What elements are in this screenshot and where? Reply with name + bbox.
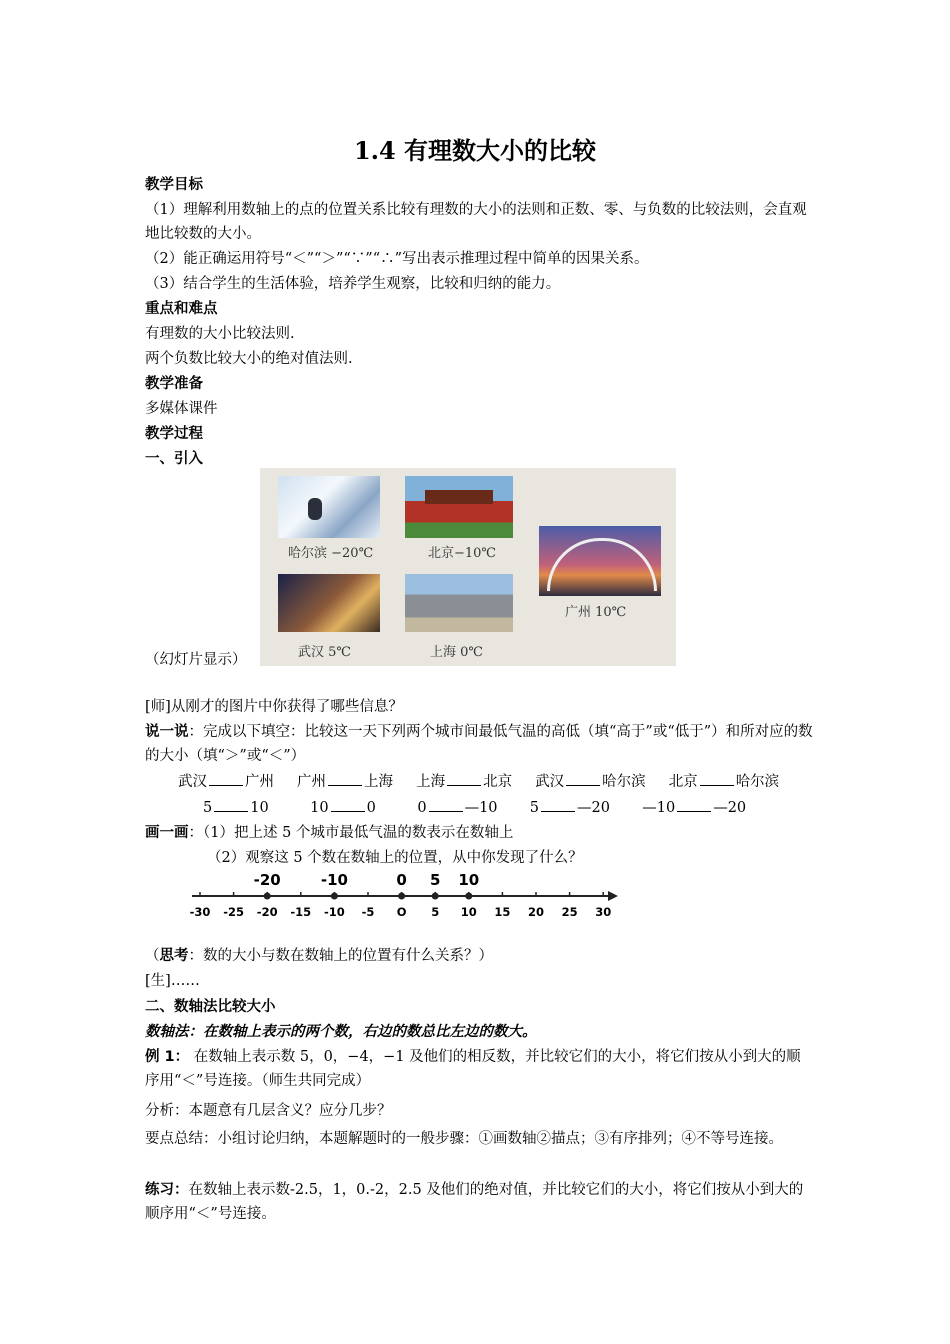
speak-paragraph	[145, 720, 815, 768]
objective-1: （1）理解利用数轴上的点的位置关系比较有理数的大小的法则和正数、零、与负数的比较法则，会直观地比较数的大小。	[145, 202, 807, 242]
blank[interactable]	[700, 771, 734, 786]
example1	[145, 1045, 815, 1093]
objective-3: （3）结合学生的生活体验，培养学生观察，比较和归纳的能力。	[145, 276, 561, 292]
axis-method	[145, 1020, 537, 1044]
pair-a: 武汉	[535, 774, 565, 790]
pair-b: 哈尔滨	[602, 774, 646, 790]
num-b: —20	[577, 800, 610, 816]
tick-label: O	[396, 905, 407, 919]
blank[interactable]	[328, 771, 362, 786]
tick-label: 15	[494, 905, 511, 919]
tick-label: -10	[324, 905, 345, 919]
caption-guangzhou: 广州 10℃	[565, 605, 627, 620]
objectives-heading: 教学目标	[145, 177, 203, 193]
marked-label: 5	[429, 871, 441, 889]
num-b: 0	[366, 800, 376, 816]
tick-label: -20	[256, 905, 278, 919]
shanghai-photo	[405, 574, 513, 632]
num-a: 5	[529, 800, 540, 816]
keypoints-heading: 重点和难点	[145, 301, 218, 317]
pair-a: 武汉	[178, 774, 207, 790]
draw-label: 画一画	[145, 825, 189, 841]
slide-label: （幻灯片显示）	[145, 652, 247, 668]
pair-b: 上海	[364, 774, 394, 790]
think-text: ：数的大小与数在数轴上的位置有什么关系？）	[188, 948, 493, 964]
tick-label: -5	[361, 905, 375, 919]
tick-label: -25	[223, 905, 244, 919]
marked-point	[398, 893, 405, 900]
practice	[145, 1178, 815, 1226]
marked-label: -10	[320, 871, 348, 889]
num-a: 5	[203, 800, 213, 816]
blank[interactable]	[566, 771, 600, 786]
blank[interactable]	[541, 797, 575, 812]
draw-text-1: ：（1）把上述 5 个城市最低气温的数表示在数轴上	[188, 825, 514, 841]
caption-shanghai: 上海 0℃	[430, 645, 483, 660]
pair-b: 哈尔滨	[735, 774, 780, 790]
think-open: （	[145, 948, 160, 964]
blank[interactable]	[429, 797, 463, 812]
blank[interactable]	[209, 771, 243, 786]
num-a: 0	[417, 800, 427, 816]
tick-label: -30	[189, 905, 211, 919]
num-a: —10	[642, 800, 676, 816]
wuhan-photo	[278, 574, 380, 632]
num-b: —20	[713, 800, 747, 816]
blank[interactable]	[331, 797, 365, 812]
number-compare-row	[203, 796, 746, 820]
caption-wuhan: 武汉 5℃	[298, 645, 351, 660]
think-label: 思考	[159, 948, 189, 964]
num-b: —10	[464, 800, 498, 816]
process-heading: 教学过程	[145, 426, 203, 442]
blank[interactable]	[447, 771, 481, 786]
pair-a: 上海	[416, 774, 446, 790]
caption-beijing: 北京−10℃	[428, 546, 496, 561]
marked-label: 0	[396, 871, 407, 889]
speak-text: ：完成以下填空：比较这一天下列两个城市间最低气温的高低（填“高于”或“低于”）和所对应的数的大小（填“＞”或“＜”）	[145, 724, 813, 764]
blank[interactable]	[677, 797, 711, 812]
pair-b: 北京	[483, 774, 513, 790]
intro-heading: 一、引入	[145, 451, 203, 467]
tick-label: 10	[460, 905, 477, 919]
num-a: 10	[310, 800, 329, 816]
axis-method-label: 数轴法：	[145, 1023, 203, 1040]
teacher-question: [师]从刚才的图片中你获得了哪些信息？	[145, 699, 403, 715]
pair-a: 广州	[297, 774, 327, 790]
practice-label: 练习：	[145, 1182, 189, 1198]
tick-label: 25	[561, 905, 578, 919]
axis-arrow	[608, 891, 618, 901]
pair-b: 广州	[245, 774, 274, 790]
pair-a: 北京	[668, 774, 698, 790]
number-line	[188, 870, 618, 922]
marked-point	[264, 893, 271, 900]
objective-2: （2）能正确运用符号“＜”“＞”“∵”“∴”写出表示推理过程中简单的因果关系。	[145, 251, 649, 267]
city-compare-row	[178, 770, 779, 794]
draw-line-2: （2）观察这 5 个数在数轴上的位置，从中你发现了什么？	[207, 850, 583, 866]
practice-text: 在数轴上表示数-2.5，1，0.-2，2.5 及他们的绝对值，并比较它们的大小，将它们按从小到大的顺序用“＜”号连接。	[145, 1182, 804, 1222]
example1-label: 例 1：	[145, 1049, 190, 1065]
section2-heading: 二、数轴法比较大小	[145, 999, 276, 1015]
caption-harbin: 哈尔滨 −20℃	[288, 546, 374, 561]
draw-line-1	[145, 821, 513, 845]
summary: 要点总结：小组讨论归纳，本题解题时的一般步骤：①画数轴②描点；③有序排列；④不等号连接。	[145, 1131, 783, 1147]
think-line	[145, 944, 493, 968]
keypoint-1: 有理数的大小比较法则.	[145, 326, 295, 342]
marked-label: 10	[458, 871, 480, 889]
tick-label: 30	[595, 905, 612, 919]
analysis: 分析：本题意有几层含义？应分几步？	[145, 1103, 392, 1119]
marked-label: -20	[253, 871, 281, 889]
axis-method-text: 在数轴上表示的两个数，右边的数总比左边的数大。	[203, 1023, 537, 1040]
beijing-photo	[405, 476, 513, 538]
num-b: 10	[250, 800, 269, 816]
marked-point	[331, 893, 338, 900]
student-line: [生]……	[145, 973, 200, 989]
harbin-photo	[278, 476, 380, 538]
speak-label: 说一说	[145, 724, 189, 740]
slide-image	[260, 468, 676, 666]
tick-label: 20	[527, 905, 545, 919]
example1-text: 在数轴上表示数 5，0，−4，−1 及他们的相反数，并比较它们的大小，将它们按从小到大的顺序用“＜”号连接。（师生共同完成）	[145, 1049, 801, 1089]
tick-label: 5	[431, 905, 440, 919]
marked-point	[432, 893, 439, 900]
prep-text: 多媒体课件	[145, 401, 218, 417]
blank[interactable]	[214, 797, 248, 812]
keypoint-2: 两个负数比较大小的绝对值法则.	[145, 351, 353, 367]
tick-label: -15	[290, 905, 312, 919]
page-title: 1.4 有理数大小的比较	[353, 136, 597, 165]
prep-heading: 教学准备	[145, 376, 203, 392]
guangzhou-photo	[539, 526, 661, 596]
marked-point	[465, 893, 472, 900]
